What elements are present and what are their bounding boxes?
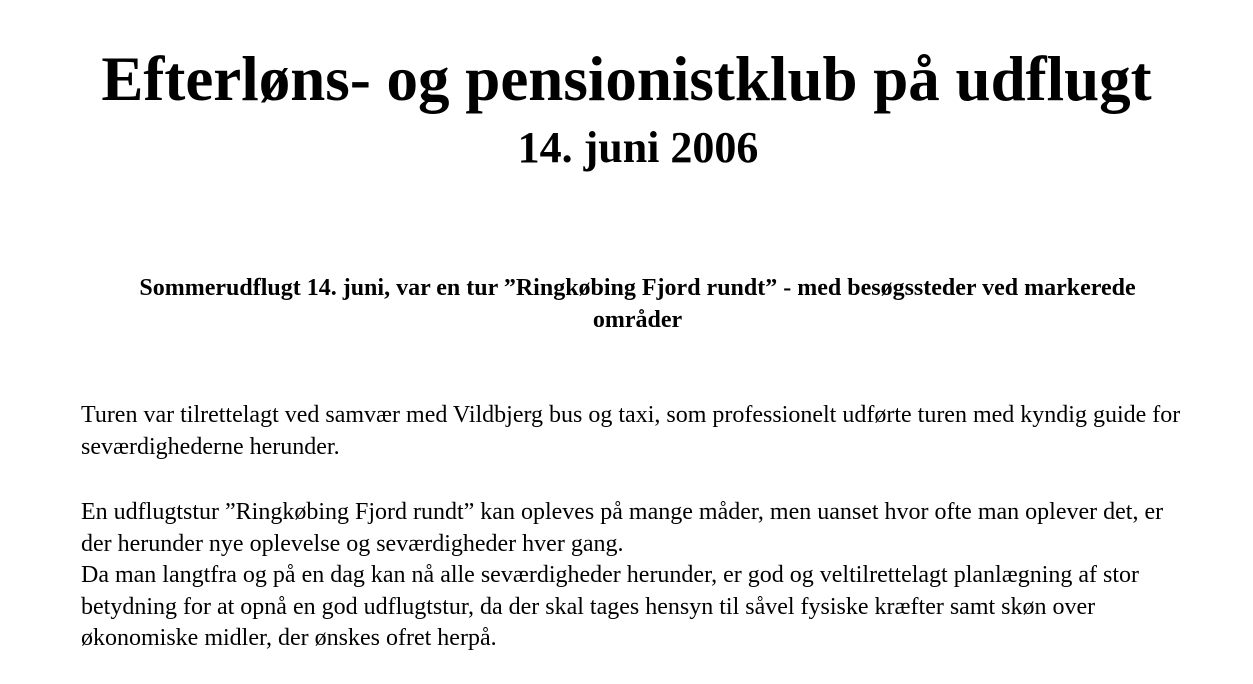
paragraph-intro: Turen var tilrettelagt ved samvær med Vildbjerg bus og taxi, som professionelt udførte turen med kyndig guide for seværdighederne herunder. — [81, 402, 1181, 460]
subtitle: Sommerudflugt 14. juni, var en tur ”Ringkøbing Fjord rundt” - med besøgssteder ved markerede områder — [139, 275, 1136, 333]
paragraph-planning: Da man langtfra og på en dag kan nå alle seværdigheder herunder, er god og veltilrettelagt planlægning af stor betydning for at opnå en god udflugtstur, da der skal tages hensyn til såvel fysiske kræfter samt skøn over økonomiske midler, der ønskes ofret herpå. — [81, 562, 1140, 651]
paragraph-experience: En udflugtstur ”Ringkøbing Fjord rundt” kan opleves på mange måder, men uanset hvor ofte man oplever det, er der herunder nye oplevelse og seværdigheder hver gang. — [81, 499, 1164, 557]
page-title: Efterløns- og pensionistklub på udflugt — [101, 44, 1152, 114]
page-date: 14. juni 2006 — [517, 123, 759, 172]
